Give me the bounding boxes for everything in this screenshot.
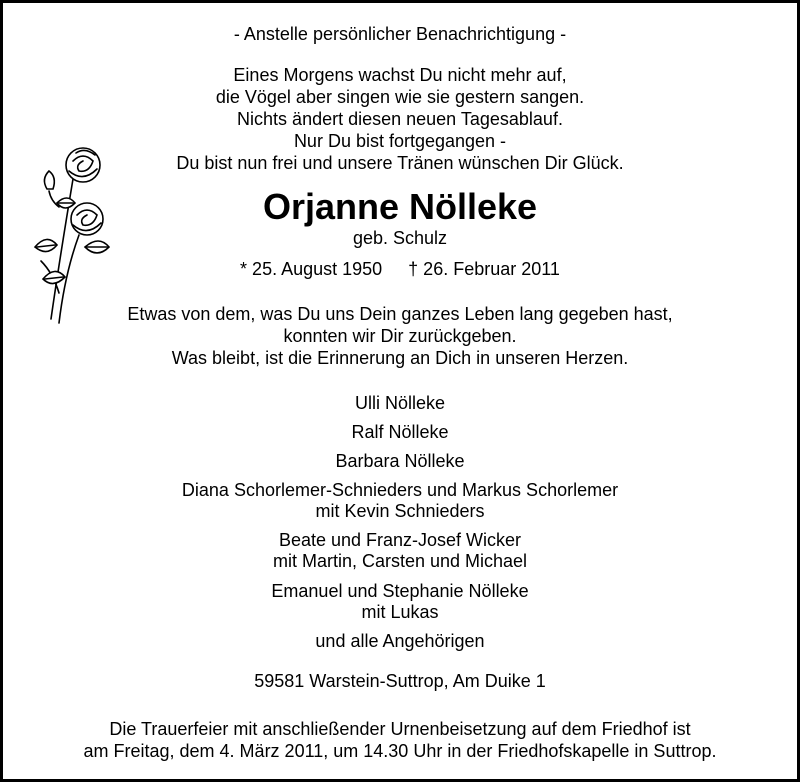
- poem-line: Nichts ändert diesen neuen Tagesablauf.: [237, 109, 563, 129]
- deceased-name: Orjanne Nölleke: [262, 186, 538, 227]
- birth-name: geb. Schulz: [352, 228, 448, 248]
- header-line: - Anstelle persönlicher Benachrichtigung -: [233, 24, 567, 44]
- quote-line: Etwas von dem, was Du uns Dein ganzes Leben lang gegeben hast,: [127, 304, 673, 324]
- birth-date: * 25. August 1950: [240, 259, 383, 279]
- mourner-line: mit Martin, Carsten und Michael: [272, 551, 528, 571]
- mourner-line: mit Lukas: [361, 602, 439, 622]
- mourner-line: und alle Angehörigen: [315, 631, 485, 651]
- funeral-line: Die Trauerfeier mit anschließender Urnenbeisetzung auf dem Friedhof ist: [109, 719, 691, 739]
- poem-line: Eines Morgens wachst Du nicht mehr auf,: [233, 65, 567, 85]
- mourner-line: Diana Schorlemer-Schnieders und Markus Schorlemer: [181, 480, 619, 500]
- mourner-line: Ulli Nölleke: [354, 393, 446, 413]
- mourner-line: Emanuel und Stephanie Nölleke: [271, 581, 529, 601]
- poem-line: Nur Du bist fortgegangen -: [293, 131, 507, 151]
- death-date: † 26. Februar 2011: [408, 259, 560, 279]
- mourner-line: Barbara Nölleke: [335, 451, 465, 471]
- mourner-line: Beate und Franz-Josef Wicker: [278, 530, 522, 550]
- mourner-line: Ralf Nölleke: [351, 422, 449, 442]
- address: 59581 Warstein-Suttrop, Am Duike 1: [254, 671, 546, 691]
- quote-line: Was bleibt, ist die Erinnerung an Dich in unseren Herzen.: [171, 348, 629, 368]
- mourner-line: mit Kevin Schnieders: [315, 501, 485, 521]
- poem-line: Du bist nun frei und unsere Tränen wünschen Dir Glück.: [176, 153, 624, 173]
- life-dates: [3, 258, 797, 280]
- funeral-line: am Freitag, dem 4. März 2011, um 14.30 Uhr in der Friedhofskapelle in Suttrop.: [83, 741, 717, 761]
- poem-line: die Vögel aber singen wie sie gestern sangen.: [215, 87, 585, 107]
- quote-line: konnten wir Dir zurückgeben.: [283, 326, 517, 346]
